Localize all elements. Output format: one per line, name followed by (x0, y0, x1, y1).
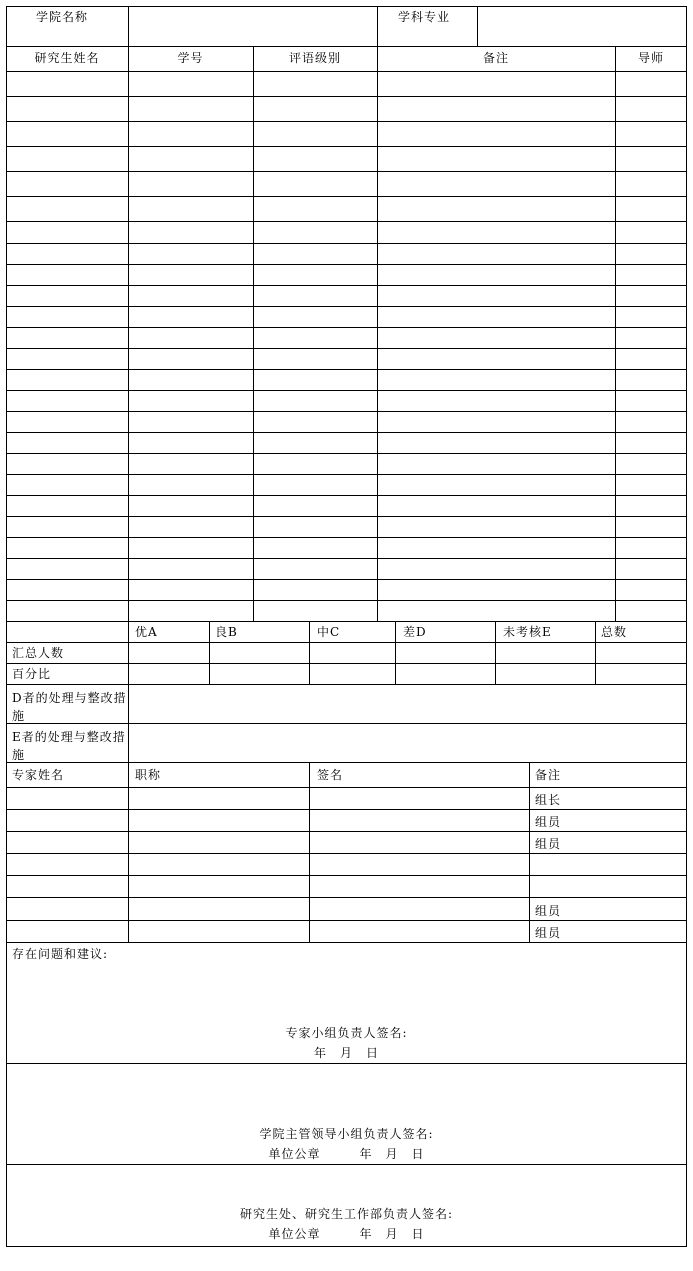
grid-line-v (495, 621, 496, 685)
grid-line-h (6, 600, 687, 601)
col-student-id: 学号 (177, 51, 204, 65)
expert-role: 组员 (535, 904, 562, 918)
college-name-label: 学院名称 (36, 10, 89, 24)
grid-line-h (6, 390, 687, 391)
grid-line-h (6, 432, 687, 433)
col-remarks: 备注 (482, 51, 509, 65)
expert-role: 组员 (535, 926, 562, 940)
grid-line-h (6, 411, 687, 412)
grid-line-h (6, 516, 687, 517)
grid-line-v (128, 762, 129, 943)
grid-line-h (6, 1164, 687, 1165)
grid-line-h (6, 221, 687, 222)
grade-c-label: 中C (317, 625, 341, 639)
grid-line-v (128, 46, 129, 622)
evaluation-form (6, 6, 687, 1247)
grid-line-v (209, 621, 210, 685)
grade-total-label: 总数 (601, 625, 628, 639)
d-measures-label: D者的处理与整改措施 (12, 691, 127, 723)
grid-line-h (6, 831, 687, 832)
grid-line-h (6, 621, 687, 622)
e-measures-label: E者的处理与整改措施 (12, 730, 126, 762)
grid-line-v (595, 621, 596, 685)
grid-line-v (529, 762, 530, 943)
grade-d-label: 差D (403, 625, 427, 639)
expert-role: 组员 (535, 815, 562, 829)
issues-label: 存在问题和建议: (12, 947, 109, 961)
grid-line-h (6, 196, 687, 197)
grid-line-h (6, 897, 687, 898)
col-supervisor: 导师 (637, 51, 664, 65)
grid-line-v (686, 6, 687, 1247)
grad-office-signature-label: 研究生处、研究生工作部负责人签名: (239, 1207, 454, 1221)
col-expert-remarks: 备注 (535, 768, 562, 782)
grid-line-h (6, 558, 687, 559)
college-name-field[interactable] (129, 7, 376, 45)
grid-line-h (6, 306, 687, 307)
grid-line-h (6, 809, 687, 810)
percentage-label: 百分比 (12, 667, 52, 681)
grid-line-h (6, 171, 687, 172)
expert-sign-date: 年 月 日 (313, 1046, 379, 1060)
grid-line-h (6, 1063, 687, 1064)
grade-e-label: 未考核E (503, 625, 552, 639)
grid-line-h (6, 453, 687, 454)
grid-line-h (6, 853, 687, 854)
grid-line-h (6, 875, 687, 876)
college-seal-date: 单位公章 年 月 日 (268, 1147, 425, 1161)
grid-line-h (6, 146, 687, 147)
expert-leader-signature-label: 专家小组负责人签名: (285, 1026, 408, 1040)
grid-line-h (6, 495, 687, 496)
grid-line-h (6, 243, 687, 244)
expert-role: 组员 (535, 837, 562, 851)
grid-line-h (6, 46, 687, 47)
col-title: 职称 (135, 768, 162, 782)
grid-line-h (6, 1246, 687, 1247)
col-signature: 签名 (317, 768, 344, 782)
grid-line-h (6, 71, 687, 72)
grid-line-h (6, 121, 687, 122)
grid-line-h (6, 327, 687, 328)
college-leader-signature-label: 学院主管领导小组负责人签名: (259, 1127, 434, 1141)
grid-line-v (253, 46, 254, 622)
grid-line-h (6, 684, 687, 685)
total-count-label: 汇总人数 (12, 646, 65, 660)
grid-line-v (395, 621, 396, 685)
grid-line-v (377, 46, 378, 622)
grid-line-v (128, 621, 129, 685)
grid-line-h (6, 942, 687, 943)
grid-line-h (6, 537, 687, 538)
discipline-label: 学科专业 (398, 10, 451, 24)
grid-line-h (6, 642, 687, 643)
grid-line-h (6, 285, 687, 286)
expert-role: 组长 (535, 793, 562, 807)
grid-line-v (309, 621, 310, 685)
col-expert-name: 专家姓名 (12, 768, 65, 782)
col-student-name: 研究生姓名 (34, 51, 100, 65)
grid-line-v (6, 6, 7, 1247)
grid-line-h (6, 663, 687, 664)
grid-line-h (6, 920, 687, 921)
discipline-field[interactable] (478, 7, 686, 45)
grid-line-h (6, 348, 687, 349)
grid-line-h (6, 96, 687, 97)
grid-line-v (377, 6, 378, 47)
grid-line-h (6, 369, 687, 370)
grid-line-v (128, 684, 129, 763)
grid-line-h (6, 264, 687, 265)
col-comment-grade: 评语级别 (288, 51, 341, 65)
grade-a-label: 优A (135, 625, 158, 639)
grid-line-h (6, 474, 687, 475)
grid-line-v (615, 46, 616, 622)
grid-line-h (6, 787, 687, 788)
grad-office-seal-date: 单位公章 年 月 日 (268, 1227, 425, 1241)
grid-line-h (6, 579, 687, 580)
grid-line-v (309, 762, 310, 943)
grade-b-label: 良B (215, 625, 238, 639)
